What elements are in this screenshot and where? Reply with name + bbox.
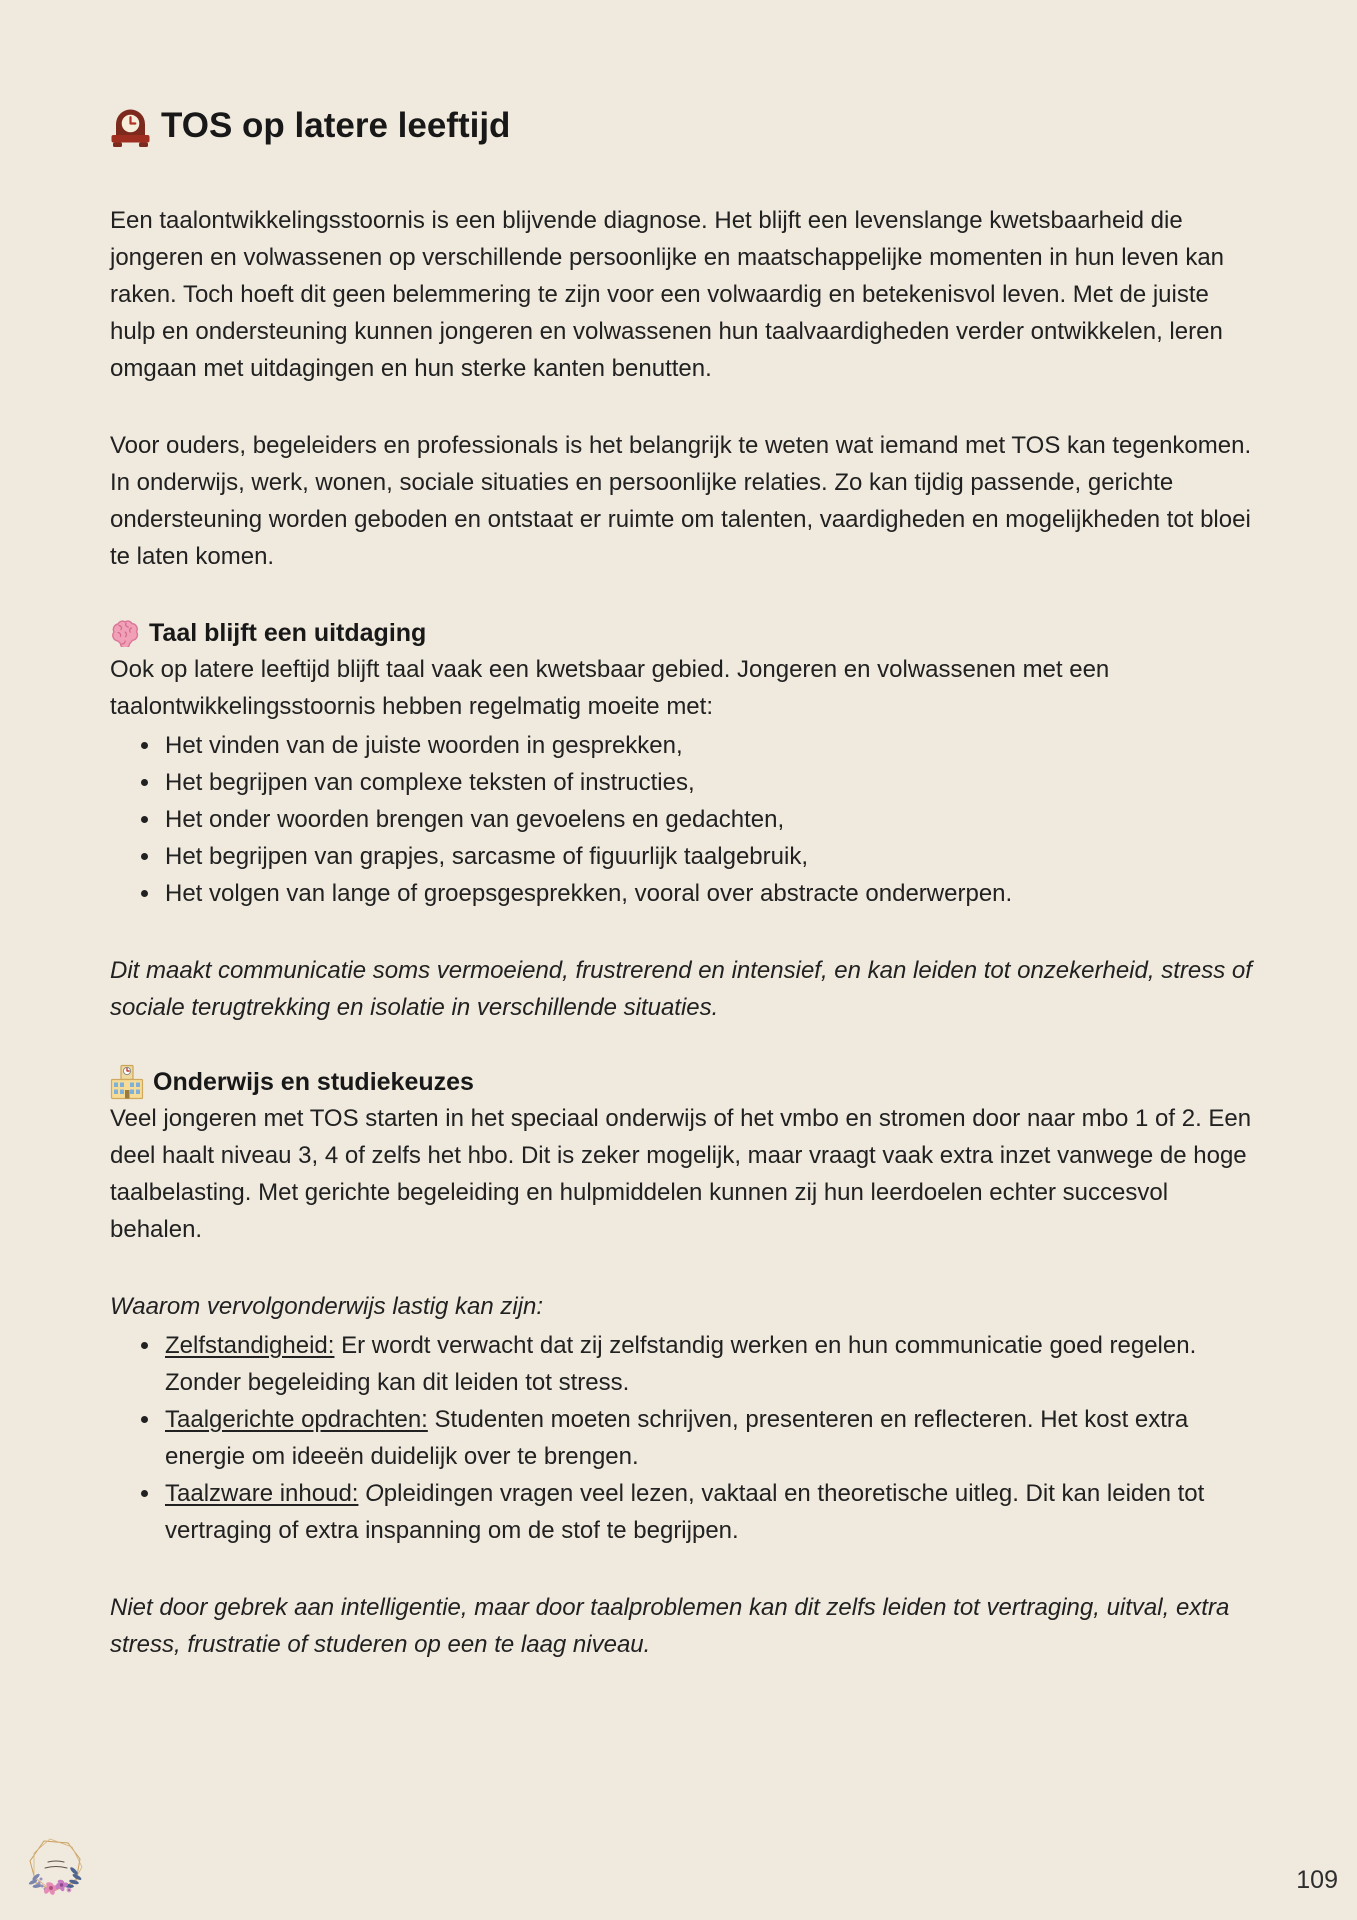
bullet-text: pleidingen vragen veel lezen, vaktaal en theoretische uitleg. Dit kan leiden tot vertraging of extra inspanning om de stof te begrijpen.	[165, 1480, 1205, 1544]
spacer	[110, 1248, 1258, 1288]
school-icon	[110, 1064, 144, 1100]
page-title-row	[110, 104, 1258, 148]
onderwijs-intro: Veel jongeren met TOS starten in het speciaal onderwijs of het vmbo en stromen door naar mbo 1 of 2. Een deel haalt niveau 3, 4 of zelfs het hbo. Dit is zeker mogelijk, maar vraagt vaak extra inzet vanwege de hoge taalbelasting. Met gerichte begeleiding en hulpmiddelen kunnen zij hun leerdoelen echter succesvol behalen.	[110, 1105, 1252, 1243]
bullet-text: Studenten moeten schrijven, presenteren en reflecteren. Het kost extra energie om ideeën duidelijk over te brengen.	[165, 1406, 1189, 1470]
taal-section-heading: Taal blijft een uitdaging	[149, 619, 427, 647]
mantel-clock-icon	[110, 104, 150, 148]
taal-italic-note: Dit maakt communicatie soms vermoeiend, frustrerend en intensief, en kan leiden tot onzekerheid, stress of sociale terugtrekking en isolatie in verschillende situaties.	[110, 957, 1252, 1021]
list-item	[162, 1327, 1258, 1401]
onderwijs-italic-note: Niet door gebrek aan intelligentie, maar door taalproblemen kan dit zelfs leiden tot vertraging, uitval, extra stress, frustratie of studeren op een te laag niveau.	[110, 1594, 1230, 1658]
taal-section-heading-row	[110, 615, 1258, 651]
page-title: TOS op latere leeftijd	[161, 106, 511, 145]
intro-paragraph-1: Een taalontwikkelingsstoornis is een blijvende diagnose. Het blijft een levenslange kwetsbaarheid die jongeren en volwassenen op verschillende persoonlijke en maatschappelijke momenten in hun leven kan raken. Toch hoeft dit geen belemmering te zijn voor een volwaardig en betekenisvol leven. Met de juiste hulp en ondersteuning kunnen jongeren en volwassenen hun taalvaardigheden verder ontwikkelen, leren omgaan met uitdagingen en hun sterke kanten benutten.	[110, 207, 1225, 382]
taal-intro: Ook op latere leeftijd blijft taal vaak een kwetsbaar gebied. Jongeren en volwassenen met een taalontwikkelingsstoornis hebben regelmatig moeite met:	[110, 656, 1110, 720]
bullet-lead: Taalgerichte opdrachten:	[165, 1406, 428, 1433]
list-item: • Het onder woorden brengen van gevoelens en gedachten,	[162, 801, 1258, 838]
bullet-italic-letter: O	[358, 1480, 384, 1507]
list-item: • Het begrijpen van complexe teksten of instructies,	[162, 764, 1258, 801]
bullet-lead: Taalzware inhoud:	[165, 1480, 359, 1507]
page-number: 109	[1296, 1866, 1338, 1894]
list-item: • Het vinden van de juiste woorden in gesprekken,	[162, 727, 1258, 764]
bullet-text: Er wordt verwacht dat zij zelfstandig werken en hun communicatie goed regelen. Zonder begeleiding kan dit leiden tot stress.	[165, 1332, 1197, 1396]
bullet-lead: Zelfstandigheid:	[165, 1332, 335, 1359]
taal-bullet-list	[110, 727, 1258, 912]
list-item: • Het begrijpen van grapjes, sarcasme of figuurlijk taalgebruik,	[162, 838, 1258, 875]
brain-icon	[110, 619, 140, 647]
intro-paragraph-2: Voor ouders, begeleiders en professionals is het belangrijk te weten wat iemand met TOS kan tegenkomen. In onderwijs, werk, wonen, sociale situaties en persoonlijke relaties. Zo kan tijdig passende, gerichte ondersteuning worden geboden en ontstaat er ruimte om talenten, vaardigheden en mogelijkheden tot bloei te laten komen.	[110, 432, 1252, 570]
list-item	[162, 1475, 1258, 1549]
onderwijs-section-heading: Onderwijs en studiekeuzes	[153, 1068, 474, 1096]
why-heading: Waarom vervolgonderwijs lastig kan zijn:	[110, 1293, 544, 1320]
onderwijs-section-heading-row	[110, 1064, 1258, 1100]
floral-wreath-logo	[24, 1835, 88, 1899]
list-item	[162, 1401, 1258, 1475]
page-content	[110, 104, 1258, 1663]
spacer	[110, 1026, 1258, 1064]
onderwijs-bullet-list	[110, 1327, 1258, 1549]
list-item: • Het volgen van lange of groepsgesprekken, vooral over abstracte onderwerpen.	[162, 875, 1258, 912]
